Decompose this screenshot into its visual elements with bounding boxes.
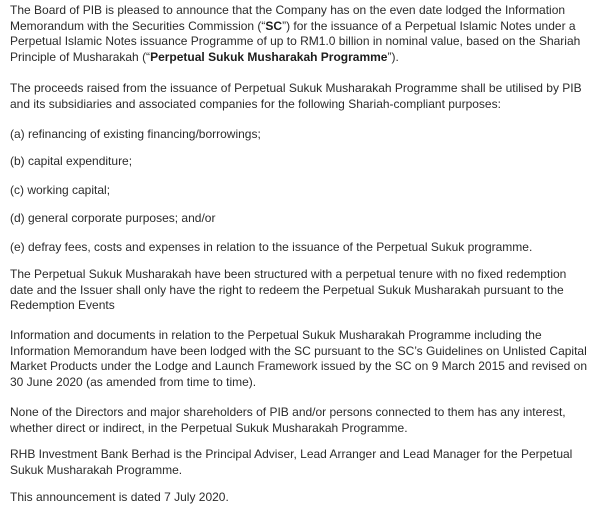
intro-line: The Board of PIB is pleased to announce that the Company has on the even date lodged the Information [10, 3, 566, 17]
proceeds-paragraph [10, 81, 602, 112]
documents-line: 30 June 2020 (as amended from time to time). [10, 374, 257, 389]
intro-line [10, 19, 602, 35]
intro-line [10, 50, 602, 66]
intro-text: Memorandum with the Securities Commission (“ [10, 18, 266, 33]
proceeds-line: The proceeds raised from the issuance of Perpetual Sukuk Musharakah Programme shall be utilised by PIB [10, 81, 582, 95]
purpose-item-a: (a) refinancing of existing financing/borrowings; [10, 127, 261, 141]
purpose-item-b: (b) capital expenditure; [10, 154, 133, 168]
programme-defined-term: Perpetual Sukuk Musharakah Programme [150, 49, 388, 64]
purpose-item-d: (d) general corporate purposes; and/or [10, 211, 216, 225]
structure-line: date and the Issuer shall only have the right to redeem the Perpetual Sukuk Musharakah pursuant to the [10, 282, 564, 297]
documents-line: Market Products under the Lodge and Launch Framework issued by the SC on 9 March 2015 and revised on [10, 359, 588, 374]
intro-text: Principle of Musharakah (“ [10, 49, 151, 64]
structure-paragraph [10, 267, 602, 314]
proceeds-line: and its subsidiaries and associated companies for the following Shariah-compliant purposes: [10, 96, 501, 111]
adviser-line: RHB Investment Bank Berhad is the Principal Adviser, Lead Arranger and Lead Manager for the Perpetual [10, 447, 573, 461]
intro-text: ”). [387, 49, 399, 64]
documents-line: Information and documents in relation to the Perpetual Sukuk Musharakah Programme including the [10, 328, 542, 342]
adviser-line: Sukuk Musharakah Programme. [10, 462, 183, 477]
intro-paragraph [10, 3, 602, 65]
interest-line: whether direct or indirect, in the Perpetual Sukuk Musharakah Programme. [10, 420, 408, 435]
intro-line: Perpetual Islamic Notes issuance Programme of up to RM1.0 billion in nominal value, based on the Shariah [10, 34, 581, 49]
adviser-paragraph [10, 447, 602, 478]
intro-text: ”) for the issuance of a Perpetual Islamic Notes under a [282, 18, 576, 33]
structure-line: The Perpetual Sukuk Musharakah have been structured with a perpetual tenure with no fixed redemption [10, 267, 567, 281]
interest-paragraph [10, 405, 602, 436]
purpose-item-e: (e) defray fees, costs and expenses in relation to the issuance of the Perpetual Sukuk programme. [10, 240, 533, 254]
dated-paragraph: This announcement is dated 7 July 2020. [10, 490, 229, 504]
documents-line: Information Memorandum have been lodged with the SC pursuant to the SC’s Guidelines on Unlisted Capital [10, 343, 587, 358]
sc-abbreviation: SC [265, 18, 283, 33]
purpose-item-c: (c) working capital; [10, 183, 111, 197]
documents-paragraph [10, 328, 602, 390]
interest-line: None of the Directors and major shareholders of PIB and/or persons connected to them has any interest, [10, 405, 566, 419]
structure-line: Redemption Events [10, 298, 115, 313]
